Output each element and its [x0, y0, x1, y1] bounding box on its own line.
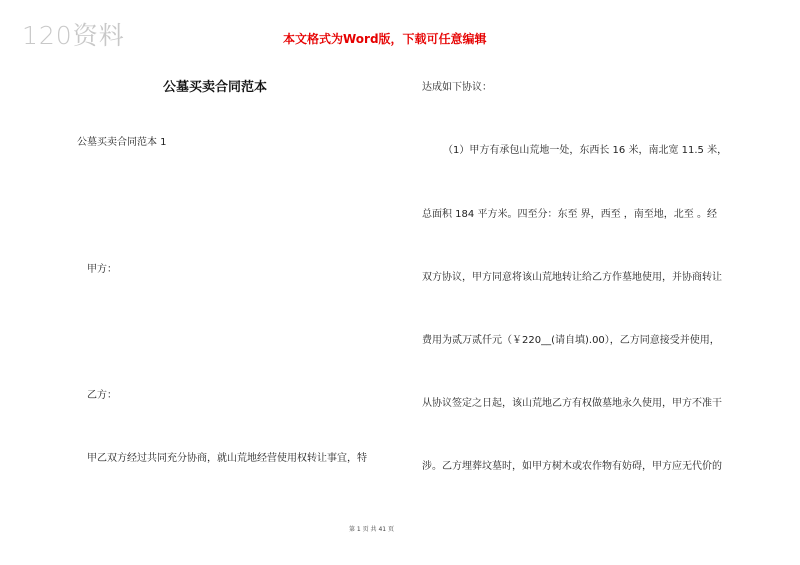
text-line: 费用为贰万贰仟元（￥220__(请自填).00），乙方同意接受并使用，: [422, 335, 720, 346]
text-line: 双方协议，甲方同意将该山荒地转让给乙方作墓地使用，并协商转让: [422, 272, 722, 283]
watermark-logo: 120资料: [22, 21, 125, 50]
page-footer: 第 1 页 共 41 页: [349, 526, 394, 533]
text-line: 涉。乙方埋葬坟墓时，如甲方树木或农作物有妨碍，甲方应无代价的: [422, 461, 722, 472]
format-banner: 本文格式为Word版，下载可任意编辑: [283, 32, 487, 46]
text-line: 达成如下协议：: [422, 82, 492, 93]
text-line: （1）甲方有承包山荒地一处，东西长 16 米，南北宽 11.5 米，: [443, 145, 728, 156]
party-b-label: 乙方：: [87, 390, 117, 401]
contract-subtitle: 公墓买卖合同范本 1: [77, 137, 167, 148]
intro-paragraph: 甲乙双方经过共同充分协商，就山荒地经营使用权转让事宜，特: [87, 453, 367, 464]
party-a-label: 甲方：: [87, 264, 117, 275]
document-title: 公墓买卖合同范本: [163, 80, 268, 95]
text-line: 总面积 184 平方米。四至分：东至 界，西至 ，南至地，北至 。经: [422, 209, 717, 220]
text-line: 从协议签定之日起，该山荒地乙方有权做墓地永久使用，甲方不准干: [422, 398, 722, 409]
